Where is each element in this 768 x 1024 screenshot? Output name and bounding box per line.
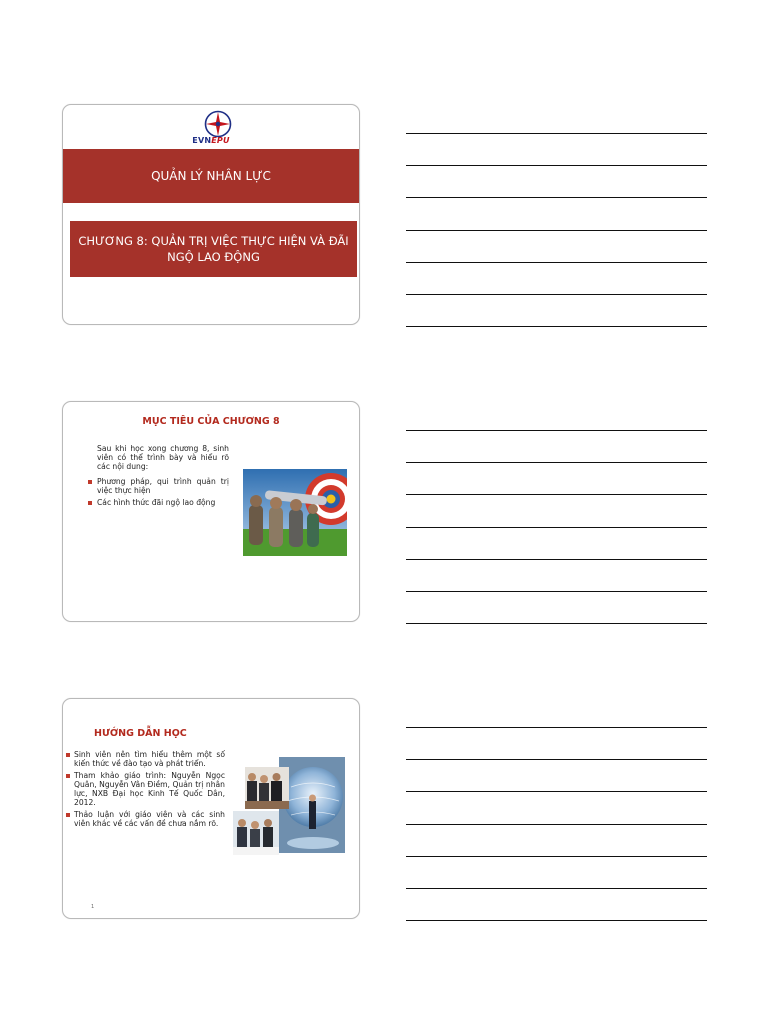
target-teamwork-image [243,469,347,556]
list-item: Tham khảo giáo trình: Nguyễn Ngọc Quân, Nguyễn Vân Điềm, Quản trị nhân lực, NXB Đại học Kinh Tế Quốc Dân, 2012. [65,771,225,807]
intro-text: Sau khi học xong chương 8, sinh viên có thể trình bày và hiểu rõ các nội dung: [97,444,229,471]
slide-2 [62,401,360,622]
slide-1 [62,104,360,325]
objective-list [87,477,229,510]
course-header: QUẢN LÝ NHÂN LỰC [63,149,359,203]
list-item: Thảo luận với giáo viên và các sinh viên khác về các vấn đề chưa nắm rõ. [65,810,225,828]
guide-list [65,750,225,831]
business-people-globe-image [233,757,345,859]
chapter-title: CHƯƠNG 8: QUẢN TRỊ VIỆC THỰC HIỆN VÀ ĐÃI NGỘ LAO ĐỘNG [70,221,357,277]
slide-title: MỤC TIÊU CỦA CHƯƠNG 8 [142,416,280,427]
evn-star-logo-icon [203,109,233,139]
slide-title: HƯỚNG DẪN HỌC [94,728,187,739]
logo-text: EVNEPU [192,136,230,145]
list-item: Các hình thức đãi ngộ lao động [87,498,229,507]
slide-3 [62,698,360,919]
slide-number: 1 [91,904,95,910]
list-item: Phương pháp, qui trình quản trị việc thực hiện [87,477,229,495]
list-item: Sinh viên nên tìm hiểu thêm một số kiến thức về đào tạo và phát triển. [65,750,225,768]
